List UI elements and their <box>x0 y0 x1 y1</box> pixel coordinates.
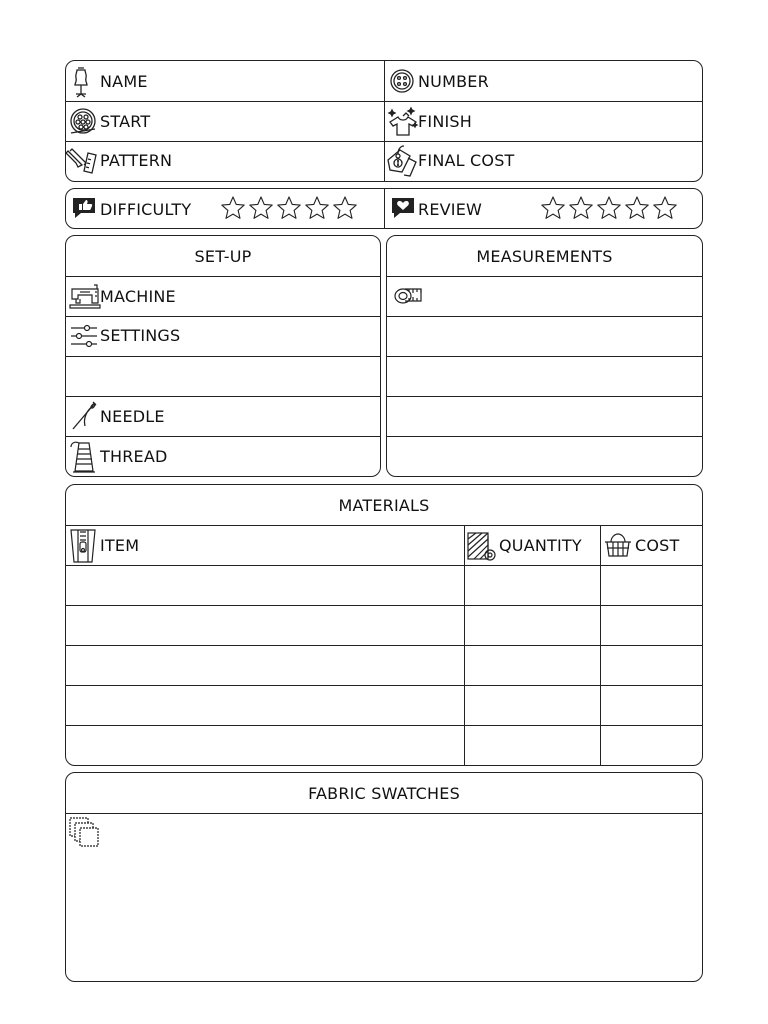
divider <box>66 396 380 397</box>
table-row[interactable] <box>66 727 702 765</box>
machine-label: MACHINE <box>100 287 176 306</box>
zipper-icon <box>68 528 98 564</box>
thumbs-up-icon <box>71 196 97 220</box>
table-row[interactable] <box>66 687 702 725</box>
divider <box>387 316 702 317</box>
star-icon[interactable] <box>652 194 678 222</box>
divider <box>66 605 702 606</box>
column-header-quantity: QUANTITY <box>499 536 582 555</box>
name-label: NAME <box>100 72 148 91</box>
divider <box>66 525 702 526</box>
pattern-label: PATTERN <box>100 151 173 170</box>
tape-measure-icon <box>393 284 425 308</box>
materials-title: MATERIALS <box>338 496 430 515</box>
divider <box>66 141 702 142</box>
star-icon[interactable] <box>304 194 330 222</box>
thread-cone-icon <box>69 439 99 475</box>
settings-label: SETTINGS <box>100 326 181 345</box>
sliders-icon <box>69 322 99 350</box>
start-label: START <box>100 112 151 131</box>
column-header-item: ITEM <box>100 536 140 555</box>
star-icon[interactable] <box>596 194 622 222</box>
fabric-roll-icon <box>466 530 498 562</box>
column-header-cost: COST <box>635 536 680 555</box>
final-cost-label: FINAL COST <box>418 151 515 170</box>
divider <box>387 436 702 437</box>
finish-label: FINISH <box>418 112 472 131</box>
fabric-swatches-box <box>65 772 703 982</box>
measurements-box <box>386 235 703 477</box>
divider <box>66 316 380 317</box>
review-stars[interactable] <box>540 194 678 224</box>
divider <box>387 356 702 357</box>
divider <box>66 356 380 357</box>
price-tag-icon <box>386 144 418 178</box>
divider <box>387 396 702 397</box>
heart-icon <box>390 196 416 220</box>
divider <box>387 276 702 277</box>
divider <box>66 725 702 726</box>
thread-label: THREAD <box>100 447 168 466</box>
divider <box>66 813 702 814</box>
swatches-icon <box>68 816 102 850</box>
needle-label: NEEDLE <box>100 407 165 426</box>
divider <box>66 685 702 686</box>
setup-box <box>65 235 381 477</box>
table-row[interactable] <box>66 567 702 605</box>
number-label: NUMBER <box>418 72 489 91</box>
divider <box>66 436 380 437</box>
ratings-box <box>65 188 703 229</box>
needle-icon <box>69 400 99 432</box>
divider <box>66 645 702 646</box>
dress-form-icon <box>70 66 92 98</box>
divider <box>66 565 702 566</box>
materials-box <box>65 484 703 766</box>
table-row[interactable] <box>66 647 702 685</box>
star-icon[interactable] <box>540 194 566 222</box>
pencil-ruler-icon <box>66 147 100 175</box>
shirt-sparkle-icon <box>387 105 419 137</box>
difficulty-stars[interactable] <box>220 194 358 224</box>
review-label: REVIEW <box>418 200 483 219</box>
star-icon[interactable] <box>332 194 358 222</box>
star-icon[interactable] <box>220 194 246 222</box>
project-info-box <box>65 60 703 182</box>
sewing-machine-icon <box>68 281 102 311</box>
button-icon <box>389 68 415 94</box>
setup-title: SET-UP <box>194 247 252 266</box>
basket-icon <box>603 532 633 560</box>
star-icon[interactable] <box>276 194 302 222</box>
measurements-title: MEASUREMENTS <box>476 247 613 266</box>
star-icon[interactable] <box>248 194 274 222</box>
divider <box>384 189 385 228</box>
thread-spool-icon <box>69 107 97 135</box>
divider <box>384 61 385 181</box>
fabric-swatches-title: FABRIC SWATCHES <box>308 784 460 803</box>
star-icon[interactable] <box>568 194 594 222</box>
star-icon[interactable] <box>624 194 650 222</box>
difficulty-label: DIFFICULTY <box>100 200 192 219</box>
divider <box>66 276 380 277</box>
divider <box>66 101 702 102</box>
table-row[interactable] <box>66 607 702 645</box>
